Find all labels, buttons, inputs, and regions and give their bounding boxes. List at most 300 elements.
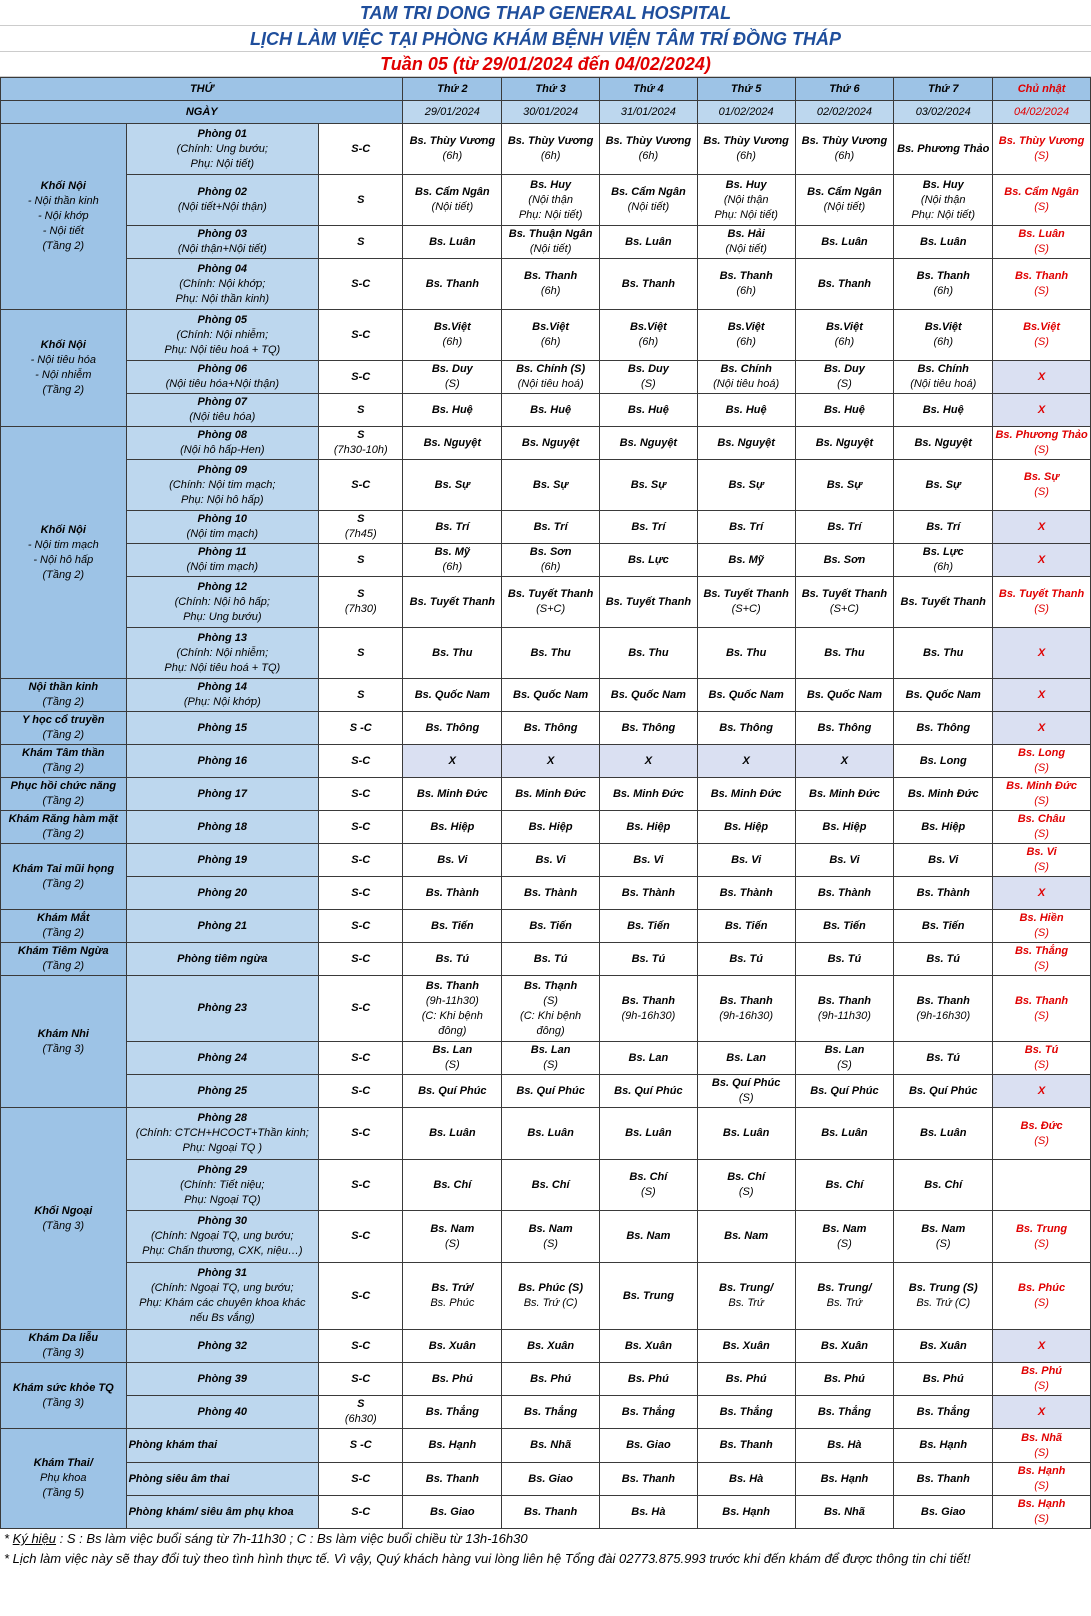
schedule-row — [1, 226, 1091, 259]
sunday-cell — [993, 124, 1091, 175]
cell-primary-text: Bs. Thông — [817, 721, 872, 734]
doctor-cell — [502, 778, 600, 811]
cell-primary-text: X — [1037, 646, 1046, 659]
cell-primary-text: Bs. Nam — [822, 1222, 867, 1235]
doctor-cell — [403, 460, 502, 511]
schedule-row — [1, 1496, 1091, 1529]
cell-note-text: (Nội tiêu hóa+Nội thận) — [165, 378, 280, 390]
cell-note-text: (6h) — [933, 336, 953, 348]
room-cell — [126, 1496, 318, 1529]
doctor-cell — [600, 712, 698, 745]
room-cell — [126, 877, 318, 910]
cell-note-text: (Tầng 3) — [42, 1219, 85, 1232]
sunday-cell — [993, 361, 1091, 394]
cell-primary-text: Phòng 23 — [197, 1002, 248, 1014]
cell-primary-text: Bs. Chí — [629, 1171, 668, 1183]
cell-note-text: nếu Bs vắng) — [189, 1312, 255, 1324]
cell-primary-text: Bs. Thắng — [524, 1405, 578, 1418]
cell-primary-text: Bs. Thanh — [425, 277, 479, 290]
cell-note-text: (S) — [1034, 861, 1049, 873]
cell-primary-text: Phòng 01 — [197, 127, 248, 140]
cell-primary-text: Bs. Nam — [626, 1230, 671, 1242]
cell-primary-text: Bs. Thùy Vương — [507, 135, 594, 147]
sunday-cell — [993, 460, 1091, 511]
cell-primary-text: Bs. Tú — [1024, 1044, 1059, 1056]
cell-note-text: Bs. Phúc — [430, 1297, 475, 1309]
cell-note-text: (S) — [1034, 150, 1049, 162]
doctor-cell — [697, 1211, 795, 1263]
cell-note-text: Phụ khoa — [40, 1472, 87, 1484]
cell-primary-text: Phòng 04 — [197, 262, 248, 275]
doctor-cell — [894, 877, 993, 910]
doctor-cell — [894, 628, 993, 679]
doctor-cell — [894, 976, 993, 1042]
cell-note-text: (S) — [1034, 285, 1049, 297]
room-cell — [126, 1363, 318, 1396]
header-date: 01/02/2024 — [697, 101, 795, 124]
schedule-row — [1, 1042, 1091, 1075]
doctor-cell — [795, 1075, 894, 1108]
doctor-cell — [697, 943, 795, 976]
doctor-cell — [600, 175, 698, 226]
room-cell — [126, 175, 318, 226]
cell-primary-text: Bs. Tú — [533, 952, 568, 965]
doctor-cell — [697, 310, 795, 361]
doctor-cell — [502, 361, 600, 394]
doctor-cell — [502, 427, 600, 460]
cell-note-text: Phụ: Ngoại TQ ) — [182, 1142, 263, 1154]
cell-primary-text: Bs. Vi — [535, 853, 566, 866]
cell-primary-text: Bs.Việt — [433, 321, 471, 333]
cell-primary-text: Bs. Chính (S) — [516, 363, 586, 375]
doctor-cell — [600, 778, 698, 811]
sunday-cell — [993, 577, 1091, 628]
cell-primary-text: Bs. Luân — [722, 1127, 770, 1139]
doctor-cell — [600, 511, 698, 544]
cell-note-text: (Chính: Ngoại TQ, ung bướu; — [150, 1230, 294, 1242]
cell-primary-text: Bs. Tú — [631, 952, 666, 965]
room-cell — [126, 1108, 318, 1160]
room-cell — [126, 628, 318, 679]
cell-note-text: (Tầng 2) — [42, 696, 85, 708]
cell-note-text: (S) — [1034, 1237, 1049, 1250]
cell-primary-text: Bs. Minh Đức — [710, 787, 782, 800]
department-cell — [1, 844, 127, 910]
doctor-cell — [795, 1363, 894, 1396]
cell-primary-text: X — [840, 754, 849, 767]
cell-primary-text: Bs. Tuyết Thanh — [507, 588, 594, 600]
room-cell — [126, 511, 318, 544]
doctor-cell — [894, 1108, 993, 1160]
doctor-cell — [795, 1211, 894, 1263]
cell-primary-text: Bs. Hiệp — [822, 820, 867, 833]
doctor-cell — [894, 175, 993, 226]
cell-primary-text: Bs. Huệ — [431, 403, 473, 416]
doctor-cell — [502, 460, 600, 511]
cell-note-text: (C: Khi bệnh — [520, 1009, 582, 1022]
cell-primary-text: Bs. Huệ — [627, 403, 669, 416]
doctor-cell — [600, 844, 698, 877]
session-cell — [319, 1496, 403, 1529]
room-cell — [126, 1075, 318, 1108]
department-cell — [1, 679, 127, 712]
cell-primary-text: X — [1037, 886, 1046, 899]
cell-note-text: (Nội tim mạch) — [186, 528, 259, 540]
doctor-cell — [894, 226, 993, 259]
cell-note-text: (6h) — [933, 285, 953, 297]
doctor-cell — [502, 877, 600, 910]
doctor-cell — [697, 1263, 795, 1330]
cell-primary-text: Bs. Hà — [827, 1439, 862, 1451]
cell-primary-text: Bs. Phúc — [1018, 1282, 1066, 1294]
schedule-row — [1, 910, 1091, 943]
doctor-cell — [502, 1463, 600, 1496]
room-cell — [126, 394, 318, 427]
session-cell — [319, 811, 403, 844]
doctor-cell — [403, 1075, 502, 1108]
cell-primary-text: X — [1037, 370, 1046, 383]
cell-primary-text: S-C — [351, 277, 371, 290]
cell-primary-text: Bs. Chí — [924, 1178, 963, 1191]
session-cell — [319, 544, 403, 577]
doctor-cell — [403, 175, 502, 226]
cell-primary-text: Khám sức khỏe TQ — [12, 1381, 114, 1394]
cell-note-text: Phụ: Ngoại TQ) — [184, 1193, 261, 1206]
hospital-name: TAM TRI DONG THAP GENERAL HOSPITAL — [0, 0, 1091, 26]
cell-primary-text: Bs. Đức — [1020, 1119, 1063, 1132]
doctor-cell — [795, 124, 894, 175]
cell-primary-text: Phòng 19 — [197, 853, 248, 866]
header-day: Thứ 5 — [697, 78, 795, 101]
cell-primary-text: X — [742, 754, 750, 767]
doctor-cell — [697, 577, 795, 628]
cell-note-text: (S) — [1034, 1059, 1049, 1071]
cell-primary-text: Phòng 32 — [197, 1339, 248, 1352]
doctor-cell — [600, 1211, 698, 1263]
cell-primary-text: Bs. Vi — [829, 853, 860, 866]
cell-primary-text: Bs. Thanh — [916, 994, 970, 1007]
cell-primary-text: Bs. Tú — [827, 952, 862, 965]
doctor-cell — [600, 1463, 698, 1496]
cell-primary-text: Bs. Thanh — [1014, 994, 1069, 1007]
cell-primary-text: Bs. Thạnh — [524, 979, 578, 992]
session-cell — [319, 226, 403, 259]
sunday-cell — [993, 811, 1091, 844]
cell-primary-text: Bs. Tiến — [921, 919, 965, 932]
doctor-cell — [697, 1330, 795, 1363]
cell-primary-text: Bs. Cẩm Ngân — [611, 186, 686, 198]
cell-note-text: (Tầng 2) — [42, 240, 85, 252]
doctor-cell — [502, 1075, 600, 1108]
cell-primary-text: Khám Nhi — [37, 1027, 89, 1040]
doctor-cell — [795, 679, 894, 712]
doctor-cell — [600, 976, 698, 1042]
doctor-cell — [600, 310, 698, 361]
cell-note-text: (Chính: Nội tim mạch; — [169, 478, 276, 491]
doctor-cell — [795, 628, 894, 679]
cell-note-text: (6h) — [638, 336, 659, 348]
cell-primary-text: Bs. Mỹ — [728, 553, 764, 566]
sunday-cell — [993, 175, 1091, 226]
cell-note-text: (S) — [1034, 1480, 1049, 1492]
sunday-cell — [993, 1075, 1091, 1108]
cell-note-text: (S) — [1034, 486, 1049, 498]
schedule-row — [1, 1429, 1091, 1463]
cell-primary-text: Bs. Chính — [917, 363, 969, 375]
cell-primary-text: S-C — [351, 1372, 371, 1385]
cell-primary-text: Bs. Giao — [528, 1472, 573, 1485]
cell-note-text: (S) — [1034, 1134, 1049, 1147]
schedule-row — [1, 124, 1091, 175]
cell-note-text: Bs. Trứ (C) — [523, 1297, 578, 1309]
cell-primary-text: Khám Tai mũi họng — [12, 862, 115, 875]
doctor-cell — [502, 1108, 600, 1160]
doctor-cell — [403, 577, 502, 628]
schedule-row — [1, 511, 1091, 544]
session-cell — [319, 511, 403, 544]
room-cell — [126, 712, 318, 745]
cell-primary-text: Khám Thai/ — [33, 1457, 93, 1469]
cell-note-text: (Chính: Ung bướu; — [176, 142, 268, 155]
cell-primary-text: Bs. Minh Đức — [515, 787, 587, 800]
cell-note-text: (Nội tiết) — [627, 201, 670, 213]
cell-primary-text: Bs. Thùy Vương — [703, 135, 789, 147]
cell-primary-text: S -C — [349, 721, 372, 734]
doctor-cell — [894, 259, 993, 310]
cell-note-text: (Nội hô hấp-Hen) — [180, 444, 265, 456]
doctor-cell — [795, 1330, 894, 1363]
sunday-cell — [993, 1363, 1091, 1396]
doctor-cell — [795, 811, 894, 844]
doctor-cell — [600, 943, 698, 976]
cell-primary-text: Bs. Nhã — [823, 1505, 865, 1518]
cell-primary-text: Bs. Tuyết Thanh — [703, 588, 789, 600]
cell-primary-text: S-C — [351, 886, 371, 899]
room-cell — [126, 844, 318, 877]
doctor-cell — [697, 1463, 795, 1496]
cell-primary-text: Bs. Hạnh — [722, 1505, 770, 1518]
cell-note-text: (S) — [1034, 603, 1049, 615]
cell-note-text: (9h-16h30) — [621, 1009, 676, 1022]
cell-primary-text: Bs. Phú — [530, 1372, 572, 1385]
cell-primary-text: Phòng 31 — [197, 1267, 248, 1279]
cell-note-text: Phụ: Nội thần kinh) — [175, 292, 270, 305]
cell-primary-text: Bs. Vi — [633, 853, 664, 866]
cell-primary-text: S-C — [351, 754, 371, 767]
cell-primary-text: Bs. Trung (S) — [908, 1282, 978, 1294]
cell-primary-text: Bs. Duy — [823, 363, 865, 375]
cell-primary-text: X — [1037, 1339, 1046, 1352]
cell-note-text: (Nội thận — [920, 193, 966, 206]
legend-label: Ký hiệu — [12, 1531, 57, 1546]
schedule-row — [1, 1263, 1091, 1330]
room-cell — [126, 1160, 318, 1211]
cell-primary-text: Khám Tâm thần — [22, 747, 105, 759]
cell-note-text: (6h) — [442, 561, 463, 573]
cell-primary-text: Bs. Tuyết Thanh — [801, 588, 888, 600]
doctor-cell — [502, 628, 600, 679]
cell-primary-text: Phòng 11 — [197, 546, 247, 558]
doctor-cell — [697, 712, 795, 745]
cell-primary-text: S-C — [351, 142, 371, 155]
cell-primary-text: Bs. Lan — [824, 1044, 865, 1056]
room-cell — [126, 124, 318, 175]
doctor-cell — [600, 544, 698, 577]
cell-primary-text: Bs. Thanh — [621, 1472, 675, 1485]
cell-note-text: Phụ: Nội tiết) — [911, 208, 976, 221]
cell-note-text: (S) — [1034, 1297, 1049, 1309]
cell-primary-text: Bs. Quốc Nam — [708, 688, 784, 701]
cell-primary-text: Bs. Thu — [923, 646, 964, 659]
sunday-cell — [993, 877, 1091, 910]
cell-primary-text: Bs. Sơn — [823, 553, 866, 566]
doctor-cell — [795, 226, 894, 259]
doctor-cell — [600, 1263, 698, 1330]
schedule-row — [1, 1396, 1091, 1429]
schedule-table — [0, 77, 1091, 1529]
doctor-cell — [697, 361, 795, 394]
cell-primary-text: Bs. Vi — [731, 853, 762, 866]
cell-primary-text: S — [357, 1398, 365, 1410]
header-day-sunday: Chủ nhật — [993, 78, 1091, 101]
cell-primary-text: Bs. Phú — [823, 1372, 865, 1385]
doctor-cell — [502, 577, 600, 628]
cell-primary-text: Bs. Vi — [437, 853, 468, 866]
cell-primary-text: X — [1037, 688, 1046, 701]
cell-note-text: (6h) — [442, 336, 463, 348]
cell-note-text: (6h) — [736, 336, 756, 348]
cell-primary-text: Bs. Hải — [727, 228, 765, 240]
cell-note-text: (S) — [641, 1186, 656, 1198]
header-day: Thứ 6 — [795, 78, 894, 101]
schedule-row — [1, 745, 1091, 778]
doctor-cell — [894, 544, 993, 577]
doctor-cell — [502, 511, 600, 544]
department-cell — [1, 910, 127, 943]
doctor-cell — [894, 1429, 993, 1463]
doctor-cell — [894, 361, 993, 394]
cell-primary-text: Bs. Trí — [827, 520, 862, 533]
cell-primary-text: Bs. Mỹ — [434, 546, 471, 558]
cell-primary-text: Bs. Huệ — [922, 403, 964, 416]
doctor-cell — [502, 976, 600, 1042]
cell-note-text: (S) — [1034, 960, 1049, 972]
cell-note-text: (Nội thận — [723, 193, 769, 206]
legend-text: : S : Bs làm việc buổi sáng từ 7h-11h30 ; C : Bs làm việc buổi chiều từ 13h-16h30 — [59, 1531, 528, 1546]
cell-primary-text: Bs. Hạnh — [820, 1472, 869, 1485]
cell-primary-text: S — [357, 513, 365, 525]
doctor-cell — [600, 427, 698, 460]
cell-primary-text: Bs. Quí Phúc — [810, 1084, 879, 1097]
cell-primary-text: Bs. Tú — [926, 952, 961, 965]
cell-primary-text: Bs. Phương Thảo — [995, 429, 1088, 441]
cell-primary-text: X — [1037, 1405, 1046, 1418]
header-ngay: NGÀY — [1, 101, 403, 124]
cell-primary-text: S — [357, 235, 365, 248]
doctor-cell — [403, 361, 502, 394]
header-date: 29/01/2024 — [403, 101, 502, 124]
doctor-cell — [600, 811, 698, 844]
cell-note-text: Phụ: Nội hô hấp) — [181, 493, 264, 506]
cell-primary-text: Bs. Hạnh — [1017, 1498, 1066, 1510]
doctor-cell — [697, 778, 795, 811]
cell-primary-text: Bs. Tiến — [724, 919, 768, 932]
cell-primary-text: Bs. Thành — [524, 886, 578, 899]
cell-note-text: (6h) — [442, 150, 463, 162]
doctor-cell — [403, 1463, 502, 1496]
sunday-cell — [993, 910, 1091, 943]
cell-primary-text: Bs. Trí — [729, 520, 764, 533]
doctor-cell — [697, 511, 795, 544]
cell-primary-text: Bs. Sự — [532, 478, 569, 491]
cell-primary-text: Phòng khám/ siêu âm phụ khoa — [128, 1505, 294, 1518]
sunday-cell — [993, 628, 1091, 679]
session-cell — [319, 175, 403, 226]
cell-primary-text: S-C — [351, 1505, 371, 1518]
cell-primary-text: Bs. Thanh — [1014, 270, 1069, 282]
doctor-cell — [894, 1042, 993, 1075]
sunday-cell — [993, 1160, 1091, 1211]
doctor-cell — [795, 943, 894, 976]
doctor-cell — [403, 877, 502, 910]
session-cell — [319, 310, 403, 361]
doctor-cell — [697, 259, 795, 310]
cell-primary-text: Bs. Tuyết Thanh — [998, 588, 1085, 600]
cell-primary-text: Bs. Nhã — [530, 1439, 572, 1451]
cell-primary-text: Bs. Minh Đức — [907, 787, 979, 800]
cell-primary-text: Bs. Huệ — [823, 403, 865, 416]
cell-primary-text: Bs. Cẩm Ngân — [1004, 186, 1079, 198]
schedule-row — [1, 1160, 1091, 1211]
cell-primary-text: Bs. Thành — [719, 886, 773, 899]
cell-primary-text: Bs. Thành — [916, 886, 970, 899]
cell-note-text: - Nội tiết — [42, 225, 84, 237]
room-cell — [126, 226, 318, 259]
sunday-cell — [993, 1429, 1091, 1463]
cell-primary-text: S-C — [351, 1002, 371, 1014]
cell-primary-text: Bs. Quí Phúc — [908, 1084, 978, 1097]
cell-primary-text: Khối Nội — [40, 339, 86, 351]
cell-note-text: (Tầng 2) — [42, 795, 85, 807]
cell-primary-text: Bs. Chí — [727, 1171, 766, 1183]
cell-primary-text: Bs. Thắng — [817, 1405, 872, 1418]
cell-primary-text: Phòng 18 — [197, 820, 248, 833]
doctor-cell — [502, 1160, 600, 1211]
doctor-cell — [795, 1429, 894, 1463]
cell-primary-text: Bs. Minh Đức — [612, 787, 684, 800]
doctor-cell — [795, 310, 894, 361]
cell-primary-text: Bs. Hiệp — [921, 820, 966, 833]
doctor-cell — [600, 628, 698, 679]
cell-primary-text: Bs. Xuân — [624, 1339, 672, 1352]
doctor-cell — [795, 175, 894, 226]
schedule-row — [1, 811, 1091, 844]
cell-primary-text: S — [357, 553, 365, 566]
doctor-cell — [697, 460, 795, 511]
doctor-cell — [697, 1160, 795, 1211]
cell-primary-text: Phòng 29 — [197, 1163, 248, 1176]
cell-primary-text: Phòng 05 — [197, 313, 248, 326]
cell-note-text: (Nội tiết) — [725, 243, 767, 255]
cell-primary-text: Bs. Hà — [631, 1505, 666, 1518]
doctor-cell — [894, 778, 993, 811]
doctor-cell — [795, 778, 894, 811]
doctor-cell — [502, 910, 600, 943]
room-cell — [126, 976, 318, 1042]
doctor-cell — [697, 1363, 795, 1396]
room-cell — [126, 361, 318, 394]
cell-note-text: Phụ: Nội tiết) — [190, 157, 255, 170]
